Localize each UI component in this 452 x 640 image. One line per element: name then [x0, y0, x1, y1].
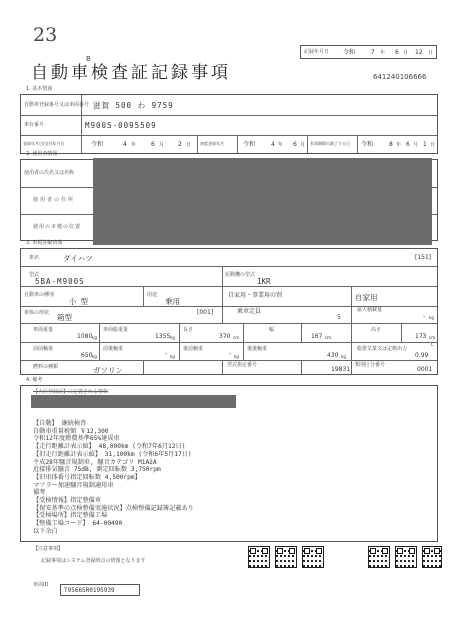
- record-date-day: 12: [415, 49, 423, 56]
- qr-code-icon: [395, 546, 417, 568]
- designation-value: 19831: [331, 366, 351, 373]
- body-label: 車体の形状: [24, 310, 50, 316]
- remark-line: 【旧走行距離計表示値】 31,100km (令和6年5月17日): [33, 450, 192, 458]
- height-label: 高さ: [371, 327, 382, 333]
- remark-line: 備考: [33, 489, 46, 497]
- body-value: 箱型: [57, 313, 72, 322]
- fuel-value: ガソリン: [93, 366, 123, 375]
- displacement-label: 総排気量又は定格出力: [357, 346, 408, 352]
- record-date-month: 6: [395, 49, 399, 56]
- ffw-label: 前前軸重: [33, 346, 54, 352]
- use-label: 用途: [147, 292, 158, 298]
- record-date-era: 令和: [343, 49, 356, 56]
- qr-code-icon: [368, 546, 390, 568]
- ffw-value: 650: [81, 352, 93, 359]
- model-value: 5BA-M900S: [35, 277, 85, 286]
- use-value: 乗用: [165, 297, 180, 306]
- user-address-label: 使用者の住所: [33, 197, 76, 203]
- weight-label: 車両重量: [33, 327, 54, 333]
- user-base-label: 使用の本拠の位置: [33, 224, 82, 230]
- remark-line: 【旧車体番号指定回転数 4,500rpm】: [33, 473, 141, 481]
- record-date-box: 記録年月日 令和 7 年 6 月 12 日: [300, 45, 437, 59]
- gross-label: 車両総重量: [103, 327, 129, 333]
- chassis-value: M900S-0095509: [85, 121, 157, 130]
- capacity-label: 乗車定員: [237, 308, 262, 315]
- displacement-value: 0.99: [415, 352, 429, 359]
- category-label: 類別区分番号: [355, 362, 386, 368]
- body-code: [001]: [197, 309, 214, 316]
- remarks-redaction: [31, 395, 236, 408]
- reg-number-label: 自動車登録番号又は車両番号: [24, 102, 90, 108]
- capacity-value: 5: [337, 314, 341, 321]
- remark-line: 以下余白: [33, 527, 58, 535]
- vehicle-id-label: 車両ID: [33, 582, 49, 588]
- remark-line: 【走行距離計表示値】 48,000km (令和7年6月12日): [33, 443, 186, 451]
- vehicle-id-value: T9566SR0195939: [64, 587, 115, 594]
- remark-line: 【受検場所】指定整備工場: [33, 512, 108, 520]
- maker-code: [151]: [415, 254, 432, 261]
- length-value: 370: [219, 333, 231, 340]
- remark-line: 令和12年度燃費基準65%達成車: [33, 435, 120, 443]
- remark-line: 近接排気騒音 75dB, 測定回転数 3,750rpm: [33, 466, 161, 474]
- category-value: 0001: [417, 366, 433, 373]
- remark-line: 平成28年騒音規制車, 騒音カテゴリ M1A2A: [33, 458, 157, 466]
- weight-value: 1080: [77, 333, 93, 340]
- maker-label: 車名: [29, 255, 40, 261]
- type-value: 小型: [69, 297, 92, 306]
- length-label: 長さ: [183, 327, 194, 333]
- private-label: 自家用・事業用の別: [228, 292, 283, 299]
- notice-heading: 【注意事項】: [33, 546, 64, 552]
- vehicle-info-box: 車名 ダイハツ [151] 型式 5BA-M900S 原動機の型式 1KR 自動車の種別 小型 用途 乗用 自家用・事業用の別 自家用 車体の形状 [001] 箱型 乗車定員 5 最大積載量 - kg 車両重量 1080 kg 車両総重量 1355 kg 長さ 370 cm 幅 167 cm 高さ 173 cm 前前軸重 650 kg 前後軸重 - kg 後前軸重 - kg 後後軸重 430 kg 総排気量又は定格出力 0.99 L 燃料の種類 ガソリン 型式指定番号 19831 類別区分番号 0001: [20, 248, 438, 375]
- fuel-label: 燃料の種類: [33, 364, 59, 370]
- document-title: 自動車検査証記録事項: [31, 63, 231, 83]
- expiry-label: 有効期間の満了する日: [310, 141, 350, 146]
- small-mark: B: [86, 55, 91, 63]
- initial-reg-label: 初度登録年月: [200, 141, 224, 146]
- rrw-value: 430: [327, 352, 339, 359]
- height-value: 173: [415, 333, 427, 340]
- width-value: 167: [311, 333, 323, 340]
- record-date-year: 7: [371, 49, 375, 56]
- engine-label: 原動機の型式: [225, 272, 256, 278]
- section-remarks: 4. 備考: [26, 377, 43, 383]
- chassis-label: 車台番号: [24, 122, 45, 128]
- section-user: 2. 使用者情報: [26, 151, 58, 157]
- qr-code-icon: [275, 546, 297, 568]
- type-label: 自動車の種別: [24, 292, 55, 298]
- designation-label: 型式指定番号: [227, 362, 258, 368]
- remark-line: 【自動】 継続検査: [33, 420, 87, 427]
- qr-code-icon: [302, 546, 324, 568]
- rrw-label: 後後軸重: [247, 346, 268, 352]
- width-label: 幅: [269, 327, 275, 333]
- frw-value: -: [165, 350, 168, 357]
- model-label: 型式: [29, 272, 40, 278]
- maxload-value: -: [423, 313, 426, 320]
- redaction-block: [93, 158, 432, 245]
- qr-code-icon: [248, 546, 270, 568]
- remark-line: 自動車重量税額 ￥12,300: [33, 427, 109, 435]
- remark-line: マフラー加速騒音規制適用車: [33, 481, 114, 489]
- qr-code-icon: [422, 546, 442, 568]
- notice-text: 記録事項はシステム登録時点の情報となります: [41, 558, 146, 564]
- rfw-label: 後前軸重: [183, 346, 204, 352]
- maxload-label: 最大積載量: [357, 307, 383, 313]
- record-date-label: 記録年月日: [304, 49, 330, 55]
- engine-value: 1KR: [257, 277, 271, 286]
- maker-value: ダイハツ: [63, 254, 93, 263]
- remarks-strike-line: 【大臣登録証】に定義される情報: [33, 389, 109, 395]
- section-basic: 1. 基本情報: [26, 86, 53, 92]
- rfw-value: -: [229, 350, 232, 357]
- remarks-lines: [33, 420, 194, 536]
- vehicle-id-box: [60, 584, 140, 596]
- section-vehicle: 3. 車両詳細情報: [26, 240, 63, 246]
- document-number: 641240106666: [373, 73, 427, 81]
- user-name-label: 使用者の氏名又は名称: [24, 170, 75, 176]
- private-value: 自家用: [355, 293, 378, 302]
- frw-label: 前後軸重: [103, 346, 124, 352]
- first-reg-label: 登録年月日/交付年月日: [23, 141, 65, 146]
- gross-value: 1355: [155, 333, 171, 340]
- remark-line: 【受検情報】指定整備車: [33, 497, 102, 505]
- basic-info-box: 自動車登録番号又は車両番号 滋賀 500 わ 9759 車台番号 M900S-0095509 登録年月日/交付年月日 令和 4 年 6 月 2 日 初度登録年月 令和 4 年 6 月 有効期間の満了する日 令和 8 年 6 月 1 日: [20, 94, 438, 154]
- handwritten-number: 23: [33, 24, 58, 46]
- remark-line: 【保安基準の点検整備実施状況】点検整備記録簿記載あり: [33, 504, 194, 512]
- reg-number-value: 滋賀 500 わ 9759: [93, 101, 174, 110]
- remark-line: 【整備工場コード】 64-00490: [33, 520, 123, 528]
